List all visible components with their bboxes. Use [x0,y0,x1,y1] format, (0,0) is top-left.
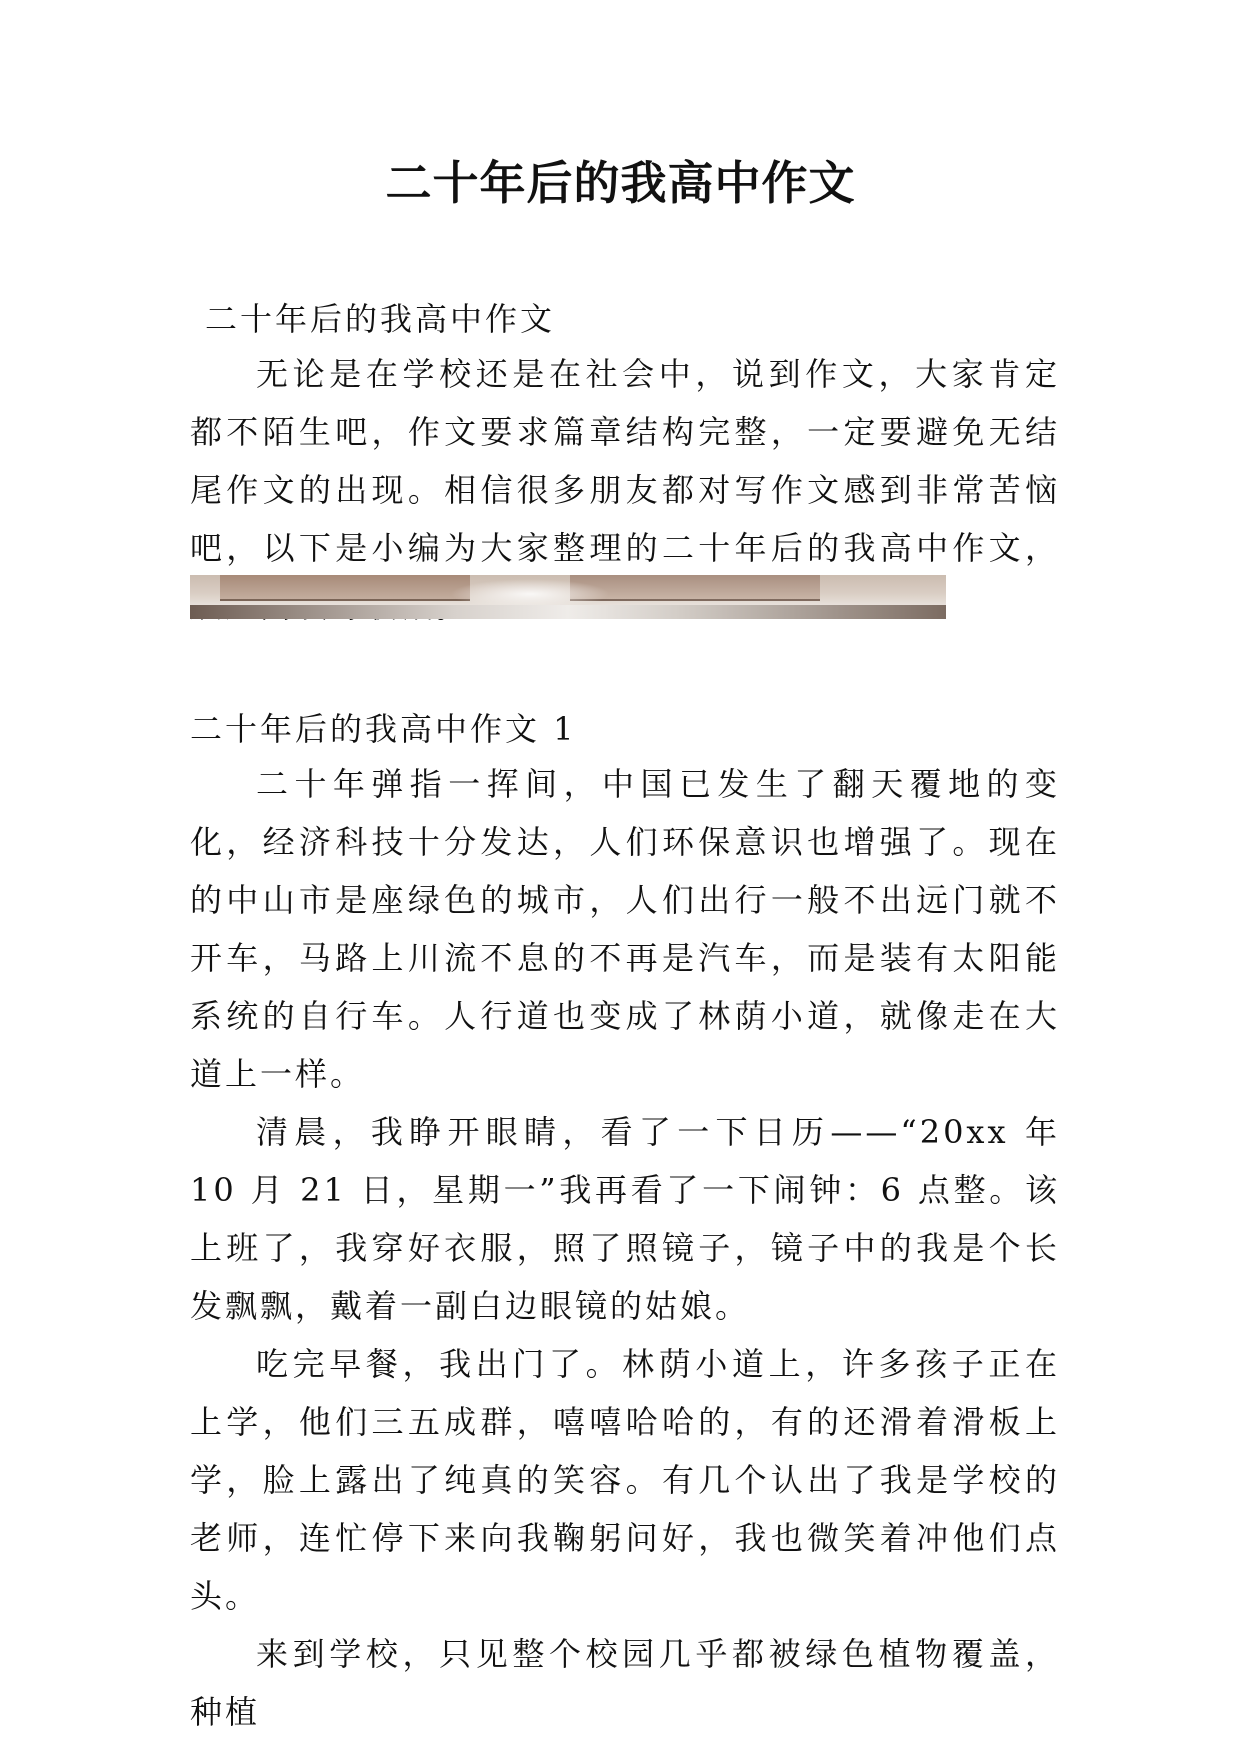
cropped-photo-image [190,575,946,619]
intro-heading: 二十年后的我高中作文 [205,300,556,338]
photo-box-left [220,575,470,601]
body-paragraph: 吃完早餐，我出门了。林荫小道上，许多孩子正在上学，他们三五成群，嘻嘻哈哈的，有的还滑着滑板上学，脸上露出了纯真的笑容。有几个认出了我是学校的老师，连忙停下来向我鞠躬问好，我也微笑着冲他们点头。 [190,1345,1060,1615]
document-title: 二十年后的我高中作文 [385,156,856,210]
section1-body [190,755,1060,1741]
photo-floor [190,605,946,619]
body-paragraph: 清晨，我睁开眼睛，看了一下日历——“20xx 年 10 月 21 日，星期一”我再看了一下闹钟：6 点整。该上班了，我穿好衣服，照了照镜子，镜子中的我是个长发飘飘，戴着一副白边眼镜的姑娘。 [190,1113,1060,1325]
body-paragraph: 二十年弹指一挥间，中国已发生了翻天覆地的变化，经济科技十分发达，人们环保意识也增强了。现在的中山市是座绿色的城市，人们出行一般不出远门就不开车，马路上川流不息的不再是汽车，而是装有太阳能系统的自行车。人行道也变成了林荫小道，就像走在大道上一样。 [190,765,1060,1093]
intro-paragraph: 无论是在学校还是在社会中，说到作文，大家肯定都不陌生吧，作文要求篇章结构完整，一定要避免无结尾作文的出现。相信很多朋友都对写作文感到非常苦恼吧，以下是小编为大家整理的二十年后的我高中作文， [190,355,1060,567]
section1-heading: 二十年后的我高中作文 1 [190,710,577,748]
body-paragraph: 来到学校，只见整个校园几乎都被绿色植物覆盖，种植 [190,1635,1060,1731]
